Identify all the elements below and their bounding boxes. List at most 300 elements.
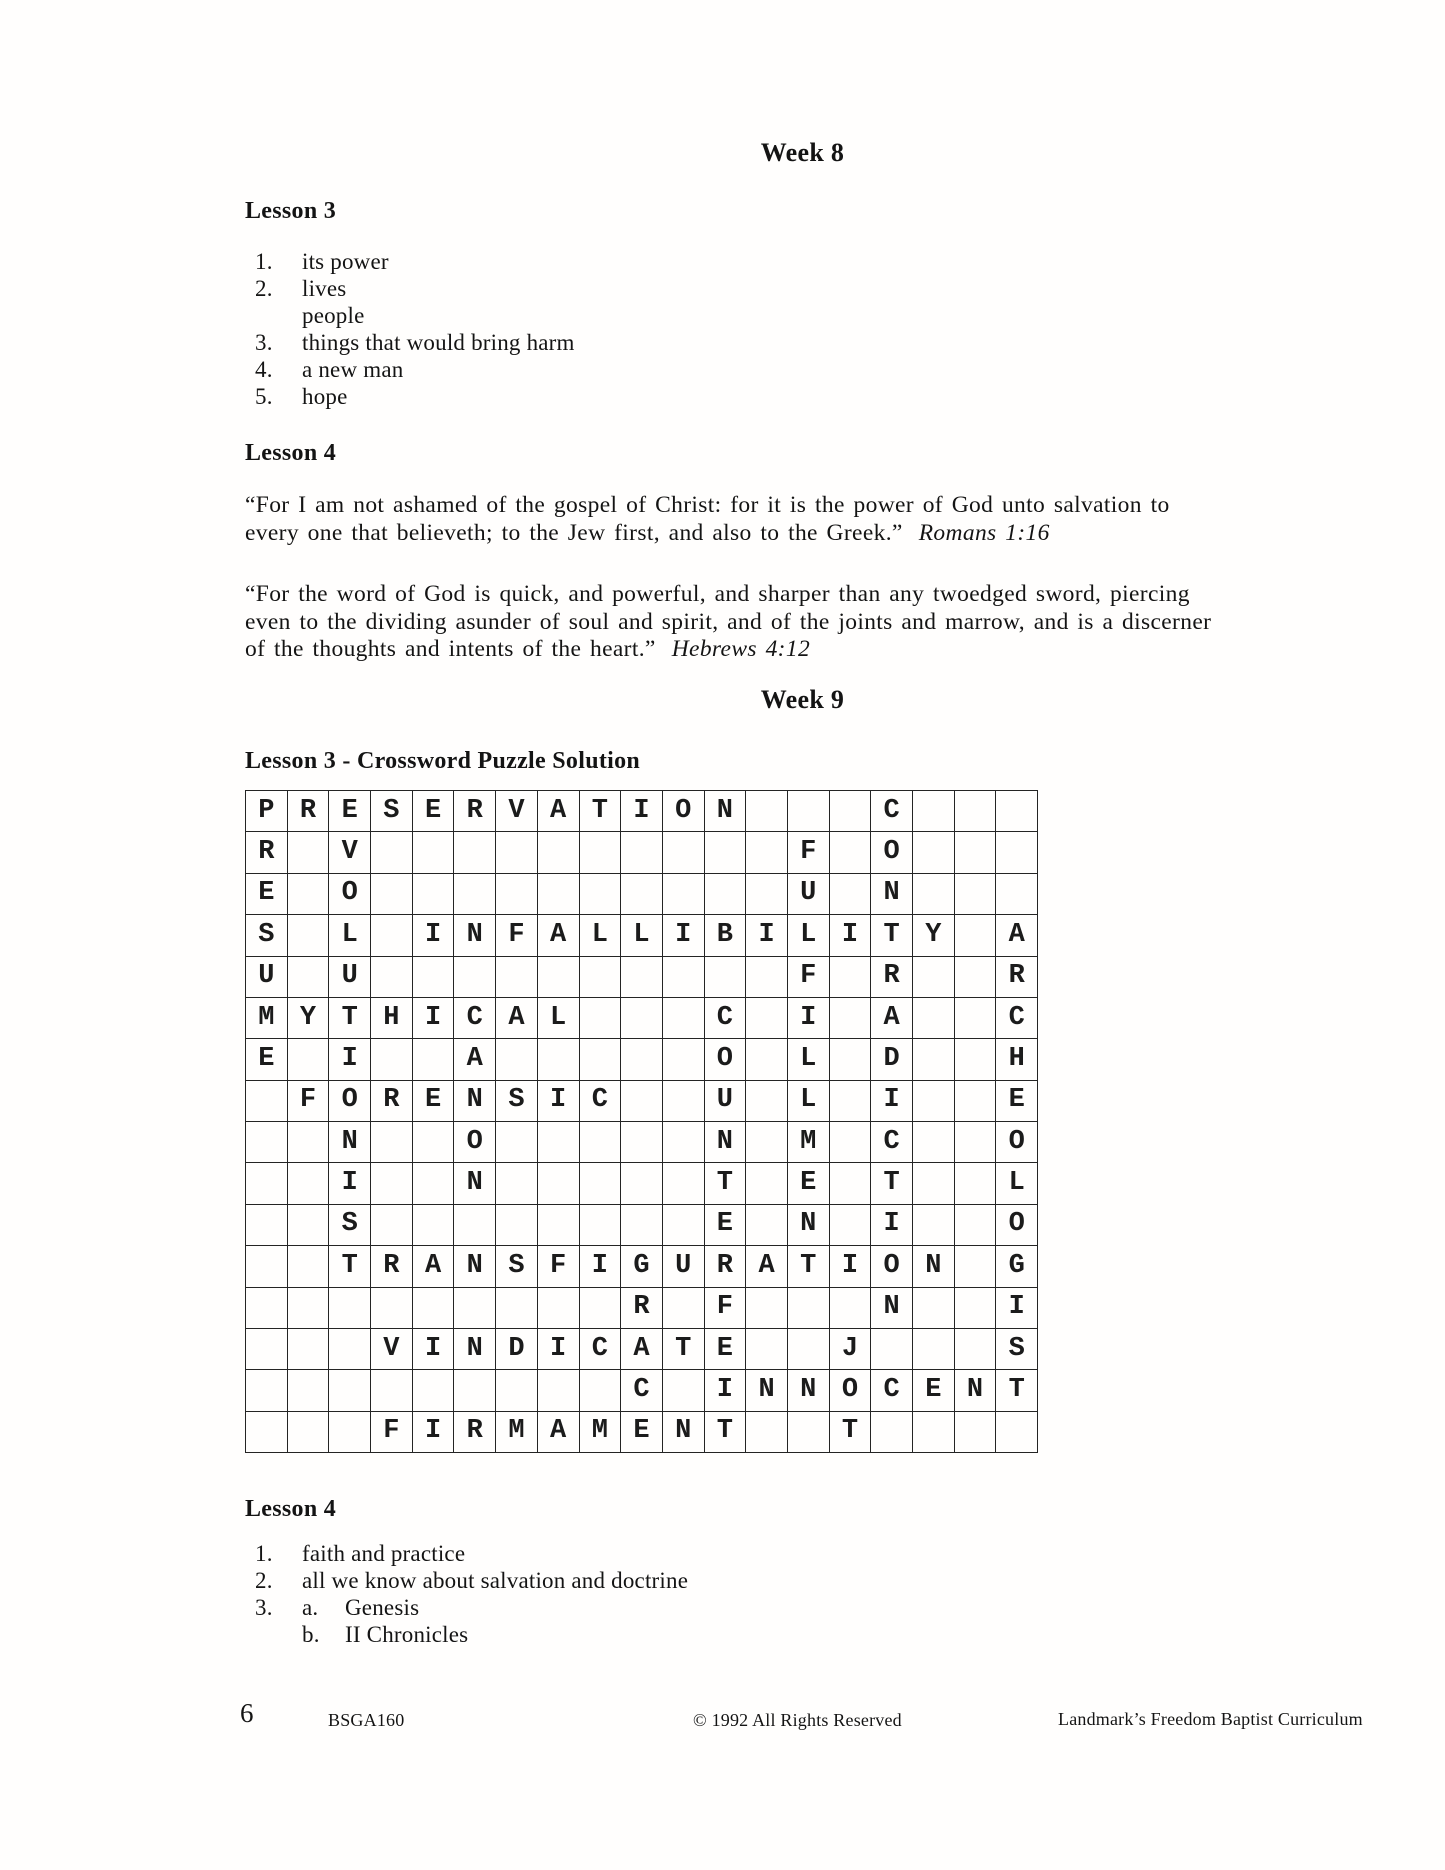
grid-row [246, 1328, 1038, 1369]
grid-cell: I [412, 915, 454, 956]
footer-publisher: Landmark’s Freedom Baptist Curriculum [1058, 1709, 1363, 1729]
grid-cell [746, 1122, 788, 1163]
grid-cell [496, 1287, 538, 1328]
grid-cell: N [913, 1246, 955, 1287]
grid-cell [954, 1204, 996, 1245]
grid-cell: C [704, 997, 746, 1038]
grid-cell [662, 997, 704, 1038]
grid-cell [579, 1370, 621, 1411]
grid-row [246, 1246, 1038, 1287]
grid-cell: Y [913, 915, 955, 956]
list-item [255, 248, 575, 275]
grid-cell: I [412, 1411, 454, 1452]
grid-cell: A [537, 791, 579, 832]
grid-cell [287, 1204, 329, 1245]
grid-cell: O [329, 1080, 371, 1121]
grid-cell [287, 1328, 329, 1369]
grid-cell: E [246, 1039, 288, 1080]
item-subletter: b. [302, 1622, 320, 1647]
week8-lesson4-heading: Lesson 4 [245, 440, 337, 466]
grid-cell [954, 791, 996, 832]
grid-cell: T [996, 1370, 1038, 1411]
crossword-grid-body [246, 791, 1038, 1453]
week8-lesson3-heading: Lesson 3 [245, 198, 337, 224]
grid-cell: I [412, 1328, 454, 1369]
grid-cell [954, 1039, 996, 1080]
grid-cell: C [621, 1370, 663, 1411]
grid-cell: I [537, 1328, 579, 1369]
grid-cell [662, 832, 704, 873]
grid-cell [537, 832, 579, 873]
grid-cell [662, 1163, 704, 1204]
grid-cell [579, 956, 621, 997]
item-text: things that would bring harm [302, 330, 575, 355]
grid-cell [913, 1122, 955, 1163]
week9-lesson3-crossword-heading: Lesson 3 - Crossword Puzzle Solution [245, 748, 641, 774]
grid-cell: A [746, 1246, 788, 1287]
list-item [255, 275, 575, 302]
grid-cell: L [787, 1039, 829, 1080]
grid-cell: N [871, 873, 913, 914]
grid-cell: T [787, 1246, 829, 1287]
grid-cell [329, 1287, 371, 1328]
grid-cell: M [787, 1122, 829, 1163]
grid-cell: U [704, 1080, 746, 1121]
grid-cell [662, 1370, 704, 1411]
grid-cell [537, 1122, 579, 1163]
grid-cell [787, 1328, 829, 1369]
grid-cell [371, 873, 413, 914]
grid-cell [496, 1122, 538, 1163]
grid-cell [913, 1039, 955, 1080]
grid-cell: Y [287, 997, 329, 1038]
grid-cell [246, 1246, 288, 1287]
grid-row [246, 832, 1038, 873]
grid-cell [829, 1039, 871, 1080]
grid-cell [579, 1287, 621, 1328]
grid-cell [287, 1163, 329, 1204]
item-text: faith and practice [302, 1541, 466, 1566]
grid-cell [371, 832, 413, 873]
grid-cell [913, 791, 955, 832]
grid-cell [537, 1204, 579, 1245]
grid-cell: R [287, 791, 329, 832]
grid-cell: E [621, 1411, 663, 1452]
week8-heading: Week 8 [760, 138, 845, 167]
grid-cell: I [537, 1080, 579, 1121]
grid-cell: A [412, 1246, 454, 1287]
grid-cell: S [496, 1080, 538, 1121]
grid-cell [287, 1287, 329, 1328]
quote-line-text: of the thoughts and intents of the heart.” [245, 636, 656, 662]
item-number: 2. [255, 276, 273, 301]
grid-cell [621, 997, 663, 1038]
grid-cell [246, 1204, 288, 1245]
grid-cell [704, 832, 746, 873]
grid-cell: I [996, 1287, 1038, 1328]
grid-cell: D [496, 1328, 538, 1369]
grid-cell [454, 1287, 496, 1328]
item-number: 5. [255, 384, 273, 409]
grid-cell [579, 1204, 621, 1245]
grid-cell [287, 873, 329, 914]
grid-cell [579, 997, 621, 1038]
item-number: 3. [255, 1595, 273, 1620]
grid-cell: I [579, 1246, 621, 1287]
item-number: 3. [255, 330, 273, 355]
grid-cell [913, 1411, 955, 1452]
grid-cell: C [579, 1328, 621, 1369]
grid-row [246, 1080, 1038, 1121]
list-item [255, 383, 575, 410]
grid-cell [371, 1370, 413, 1411]
week9-lesson4-heading: Lesson 4 [245, 1496, 337, 1522]
grid-cell: A [454, 1039, 496, 1080]
grid-cell [287, 1246, 329, 1287]
grid-cell: N [454, 915, 496, 956]
grid-cell [913, 1080, 955, 1121]
grid-cell: V [496, 791, 538, 832]
grid-cell: N [454, 1163, 496, 1204]
grid-cell: R [996, 956, 1038, 997]
grid-cell: M [496, 1411, 538, 1452]
grid-cell [954, 1163, 996, 1204]
grid-cell: C [871, 1122, 913, 1163]
grid-cell [829, 873, 871, 914]
grid-cell: O [329, 873, 371, 914]
grid-cell: E [412, 1080, 454, 1121]
grid-cell: N [787, 1204, 829, 1245]
grid-cell [246, 1411, 288, 1452]
grid-cell [329, 1411, 371, 1452]
grid-row [246, 1122, 1038, 1163]
grid-cell [746, 1287, 788, 1328]
grid-cell [662, 1080, 704, 1121]
grid-cell [621, 1039, 663, 1080]
grid-cell: R [246, 832, 288, 873]
item-text: all we know about salvation and doctrine [302, 1568, 689, 1593]
grid-cell [454, 832, 496, 873]
grid-cell [621, 956, 663, 997]
grid-cell [954, 1080, 996, 1121]
grid-cell: E [787, 1163, 829, 1204]
grid-row [246, 1204, 1038, 1245]
grid-cell [662, 956, 704, 997]
item-text: hope [302, 384, 348, 409]
grid-cell [746, 1039, 788, 1080]
grid-cell [746, 791, 788, 832]
list-item [255, 302, 575, 329]
grid-cell: T [871, 915, 913, 956]
grid-cell: H [996, 1039, 1038, 1080]
grid-cell [913, 873, 955, 914]
grid-cell: L [537, 997, 579, 1038]
item-text: people [302, 303, 365, 328]
grid-cell: I [829, 1246, 871, 1287]
grid-cell: C [996, 997, 1038, 1038]
grid-cell [954, 873, 996, 914]
grid-cell: V [329, 832, 371, 873]
grid-cell: U [787, 873, 829, 914]
grid-cell: N [787, 1370, 829, 1411]
grid-cell: O [871, 832, 913, 873]
grid-cell [704, 956, 746, 997]
grid-cell: G [621, 1246, 663, 1287]
grid-cell [246, 1122, 288, 1163]
grid-cell [621, 1122, 663, 1163]
grid-cell: F [287, 1080, 329, 1121]
grid-cell [579, 873, 621, 914]
grid-cell: N [662, 1411, 704, 1452]
grid-cell [829, 1080, 871, 1121]
quote-line: “For I am not ashamed of the gospel of Christ: for it is the power of God unto salvation to [245, 492, 1170, 518]
grid-cell: E [412, 791, 454, 832]
grid-cell: O [996, 1122, 1038, 1163]
grid-cell [412, 1163, 454, 1204]
grid-cell [913, 832, 955, 873]
grid-cell [371, 1039, 413, 1080]
grid-row [246, 915, 1038, 956]
item-text: a new man [302, 357, 404, 382]
grid-cell: A [496, 997, 538, 1038]
grid-cell [913, 1163, 955, 1204]
grid-cell: T [662, 1328, 704, 1369]
item-number: 4. [255, 357, 273, 382]
grid-row [246, 1287, 1038, 1328]
grid-cell: T [579, 791, 621, 832]
grid-cell [954, 1246, 996, 1287]
page-number: 6 [240, 1698, 254, 1728]
grid-cell: M [579, 1411, 621, 1452]
grid-cell: A [996, 915, 1038, 956]
grid-cell [871, 1411, 913, 1452]
grid-cell [496, 1039, 538, 1080]
grid-cell [496, 1370, 538, 1411]
grid-cell: I [412, 997, 454, 1038]
grid-cell [454, 873, 496, 914]
grid-cell [371, 1163, 413, 1204]
grid-cell: F [704, 1287, 746, 1328]
item-number: 1. [255, 249, 273, 274]
item-subletter: a. [302, 1595, 319, 1620]
grid-cell: I [704, 1370, 746, 1411]
quote-line [245, 520, 1365, 548]
grid-cell: N [871, 1287, 913, 1328]
grid-cell [287, 1122, 329, 1163]
grid-cell [496, 832, 538, 873]
grid-cell: N [746, 1370, 788, 1411]
grid-cell [954, 1411, 996, 1452]
week8-lesson3-answer-list [255, 248, 575, 410]
grid-cell: P [246, 791, 288, 832]
grid-cell: N [329, 1122, 371, 1163]
grid-cell [246, 1163, 288, 1204]
grid-cell [371, 1122, 413, 1163]
grid-cell: L [329, 915, 371, 956]
grid-row [246, 1163, 1038, 1204]
grid-cell: O [871, 1246, 913, 1287]
grid-cell: N [704, 1122, 746, 1163]
grid-cell: L [621, 915, 663, 956]
grid-cell: A [537, 1411, 579, 1452]
item-text: II Chronicles [345, 1622, 469, 1647]
grid-row [246, 1411, 1038, 1452]
grid-cell: F [496, 915, 538, 956]
grid-cell: G [996, 1246, 1038, 1287]
grid-cell: A [871, 997, 913, 1038]
item-text: Genesis [345, 1595, 420, 1620]
grid-cell [996, 832, 1038, 873]
grid-cell [412, 956, 454, 997]
grid-cell: S [246, 915, 288, 956]
grid-cell: T [329, 1246, 371, 1287]
grid-cell [913, 997, 955, 1038]
grid-cell: I [662, 915, 704, 956]
grid-cell [412, 1370, 454, 1411]
grid-cell [746, 1163, 788, 1204]
grid-cell [662, 1039, 704, 1080]
grid-cell [412, 1287, 454, 1328]
grid-cell [954, 915, 996, 956]
grid-cell: L [787, 915, 829, 956]
grid-cell [371, 1287, 413, 1328]
grid-cell [913, 1287, 955, 1328]
grid-cell: D [871, 1039, 913, 1080]
grid-cell: N [704, 791, 746, 832]
grid-cell: F [537, 1246, 579, 1287]
grid-cell: S [996, 1328, 1038, 1369]
grid-cell: O [704, 1039, 746, 1080]
grid-cell: T [329, 997, 371, 1038]
grid-cell: T [704, 1163, 746, 1204]
grid-cell: E [246, 873, 288, 914]
quote-hebrews [245, 581, 1365, 664]
grid-cell [412, 873, 454, 914]
grid-cell: E [996, 1080, 1038, 1121]
grid-cell [621, 1204, 663, 1245]
item-number [255, 302, 302, 329]
grid-cell [662, 1287, 704, 1328]
grid-cell [704, 873, 746, 914]
grid-cell: H [371, 997, 413, 1038]
grid-cell [746, 1080, 788, 1121]
grid-cell [412, 1204, 454, 1245]
grid-cell [246, 1328, 288, 1369]
list-item [255, 1621, 688, 1648]
list-item [255, 1540, 688, 1567]
grid-cell [246, 1370, 288, 1411]
item-text: its power [302, 249, 389, 274]
grid-cell: L [787, 1080, 829, 1121]
grid-cell: I [871, 1080, 913, 1121]
grid-cell: O [996, 1204, 1038, 1245]
grid-cell [621, 873, 663, 914]
grid-cell: C [871, 1370, 913, 1411]
grid-cell: R [871, 956, 913, 997]
list-item [255, 356, 575, 383]
grid-cell: V [371, 1328, 413, 1369]
grid-cell: O [829, 1370, 871, 1411]
grid-cell: T [704, 1411, 746, 1452]
quote-line-text: every one that believeth; to the Jew first, and also to the Greek.” [245, 519, 903, 546]
grid-cell: T [871, 1163, 913, 1204]
grid-cell [829, 997, 871, 1038]
grid-cell [787, 1287, 829, 1328]
grid-cell [829, 832, 871, 873]
grid-cell: R [454, 791, 496, 832]
scripture-reference: Romans 1:16 [918, 519, 1050, 546]
item-number [255, 1621, 302, 1648]
grid-cell [996, 791, 1038, 832]
grid-cell: E [329, 791, 371, 832]
grid-cell [662, 1204, 704, 1245]
grid-cell [371, 1204, 413, 1245]
grid-cell [496, 956, 538, 997]
grid-cell [537, 1287, 579, 1328]
grid-row [246, 1370, 1038, 1411]
grid-cell [746, 956, 788, 997]
grid-cell: T [829, 1411, 871, 1452]
grid-row [246, 791, 1038, 832]
grid-cell: B [704, 915, 746, 956]
grid-cell [412, 832, 454, 873]
grid-cell [996, 873, 1038, 914]
grid-cell [246, 1080, 288, 1121]
grid-cell [537, 1163, 579, 1204]
grid-cell [787, 1411, 829, 1452]
grid-row [246, 1039, 1038, 1080]
grid-cell: A [537, 915, 579, 956]
grid-cell [954, 1287, 996, 1328]
grid-cell [829, 791, 871, 832]
grid-cell [454, 1370, 496, 1411]
grid-cell [996, 1411, 1038, 1452]
grid-cell [454, 1204, 496, 1245]
grid-cell: N [954, 1370, 996, 1411]
grid-cell: L [996, 1163, 1038, 1204]
grid-cell: O [662, 791, 704, 832]
grid-cell [913, 956, 955, 997]
grid-cell: R [704, 1246, 746, 1287]
quote-romans [245, 492, 1365, 547]
grid-cell: R [454, 1411, 496, 1452]
scripture-reference: Hebrews 4:12 [671, 636, 811, 662]
grid-cell [829, 956, 871, 997]
grid-cell: R [371, 1080, 413, 1121]
grid-cell [621, 1080, 663, 1121]
grid-cell: O [454, 1122, 496, 1163]
grid-cell [329, 1328, 371, 1369]
grid-cell: C [454, 997, 496, 1038]
grid-cell [371, 956, 413, 997]
grid-cell: R [621, 1287, 663, 1328]
grid-cell: S [329, 1204, 371, 1245]
grid-cell [954, 832, 996, 873]
grid-cell [496, 1204, 538, 1245]
grid-cell [746, 1328, 788, 1369]
grid-cell [579, 832, 621, 873]
grid-cell [537, 1039, 579, 1080]
grid-cell [287, 956, 329, 997]
grid-cell: I [329, 1039, 371, 1080]
crossword-grid [245, 790, 1038, 1453]
grid-cell [579, 1122, 621, 1163]
grid-cell [954, 956, 996, 997]
grid-cell [537, 873, 579, 914]
grid-row [246, 997, 1038, 1038]
grid-cell [913, 1328, 955, 1369]
grid-cell: I [329, 1163, 371, 1204]
